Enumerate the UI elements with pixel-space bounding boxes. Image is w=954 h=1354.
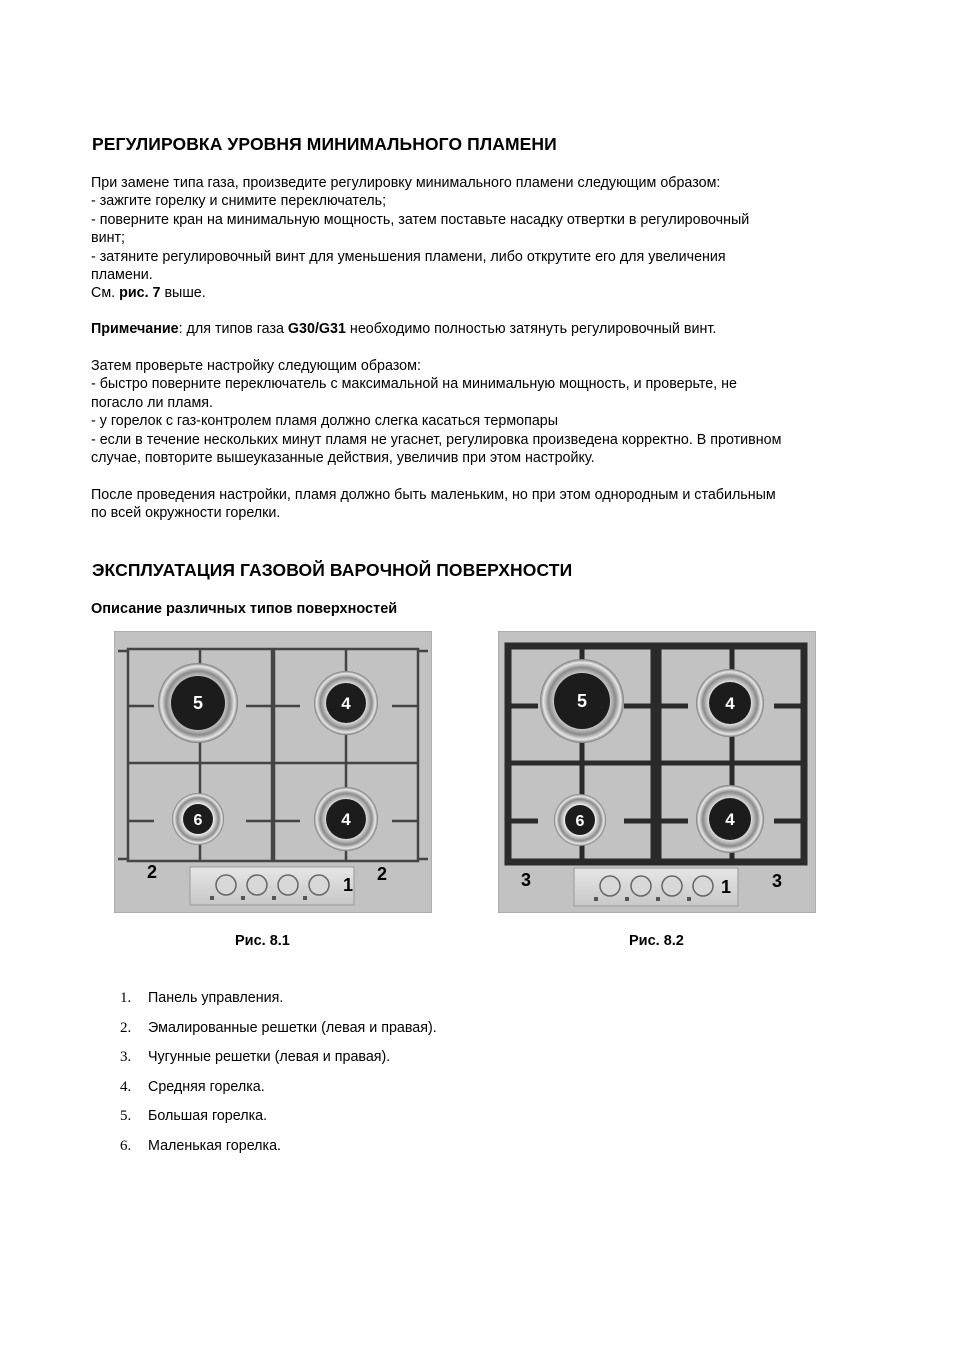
control-panel xyxy=(190,867,354,905)
text-line: погасло ли пламя. xyxy=(91,394,213,411)
callout-control-panel: 1 xyxy=(342,875,354,895)
burner-medium xyxy=(314,787,378,851)
callout-control-panel: 1 xyxy=(720,877,732,897)
section-title-operation: ЭКСПЛУАТАЦИЯ ГАЗОВОЙ ВАРОЧНОЙ ПОВЕРХНОСТИ xyxy=(92,560,573,580)
text-line: случае, повторите вышеуказанные действия, увеличив при этом настройку. xyxy=(91,450,595,467)
text-line: Затем проверьте настройку следующим образом: xyxy=(91,358,421,374)
text-line: - быстро поверните переключатель с максимальной на минимальную мощность, и проверьте, не xyxy=(91,376,737,393)
figure-reference: См. рис. 7 выше. xyxy=(91,285,206,302)
hob-cast-iron-grates-illustration xyxy=(498,631,816,913)
burner-large xyxy=(158,663,238,743)
text-line: - поверните кран на минимальную мощность, затем поставьте насадку отвертки в регулировочный xyxy=(91,211,750,228)
text-line: После проведения настройки, пламя должно быть маленьким, но при этом однородным и стабильным xyxy=(91,487,776,503)
section-subtitle: Описание различных типов поверхностей xyxy=(91,601,398,617)
text-line: - затяните регулировочный винт для уменьшения пламени, либо открутите его для увеличения xyxy=(91,248,726,265)
figure-8-1 xyxy=(114,631,432,913)
figure-caption-8-2: Рис. 8.2 xyxy=(629,933,684,949)
list-item: 1. Панель управления. xyxy=(120,990,284,1006)
control-panel xyxy=(574,868,738,906)
text-line: При замене типа газа, произведите регулировку минимального пламени следующим образом: xyxy=(91,175,721,191)
svg-text:6: 6 xyxy=(193,812,203,829)
text-line: по всей окружности горелки. xyxy=(91,505,281,522)
burner-medium xyxy=(696,785,764,853)
burner-medium xyxy=(314,671,378,735)
gas-type: G30/G31 xyxy=(287,321,346,337)
svg-text:5: 5 xyxy=(192,693,204,713)
min-flame-instructions xyxy=(91,174,881,303)
text-line: пламени. xyxy=(91,267,153,284)
svg-text:4: 4 xyxy=(725,810,735,829)
list-item: 2. Эмалированные решетки (левая и правая). xyxy=(120,1019,437,1036)
svg-text:5: 5 xyxy=(576,691,588,711)
burner-small xyxy=(554,794,606,846)
hob-enamel-grates-illustration xyxy=(114,631,432,913)
list-item: 4. Средняя горелка. xyxy=(120,1078,265,1095)
figure-caption-8-1: Рис. 8.1 xyxy=(235,933,290,949)
figure-8-2 xyxy=(498,631,816,913)
check-instructions xyxy=(91,357,881,467)
list-item: 6. Маленькая горелка. xyxy=(120,1137,282,1154)
burner-small xyxy=(172,793,224,845)
svg-text:4: 4 xyxy=(725,694,735,713)
list-item: 3. Чугунные решетки (левая и правая). xyxy=(120,1049,391,1065)
component-legend xyxy=(110,988,437,1165)
callout-grate-right: 2 xyxy=(376,864,388,884)
after-adjustment-text xyxy=(91,486,881,523)
svg-text:4: 4 xyxy=(341,694,351,713)
gas-type-note: Примечание: для типов газа G30/G31 необходимо полностью затянуть регулировочный винт. xyxy=(91,321,717,337)
section-title-min-flame: РЕГУЛИРОВКА УРОВНЯ МИНИМАЛЬНОГО ПЛАМЕНИ xyxy=(92,134,557,154)
callout-grate-right: 3 xyxy=(771,871,783,891)
text-line: - у горелок с газ-контролем пламя должно слегка касаться термопары xyxy=(91,413,559,430)
burner-medium xyxy=(696,669,764,737)
svg-text:4: 4 xyxy=(341,810,351,829)
burner-large xyxy=(540,659,624,743)
svg-text:6: 6 xyxy=(575,813,585,830)
text-line: - если в течение нескольких минут пламя не угаснет, регулировка произведена корректно. В противном xyxy=(91,431,782,448)
note-label: Примечание xyxy=(91,321,179,337)
callout-grate-left: 3 xyxy=(520,870,532,890)
list-item: 5. Большая горелка. xyxy=(120,1108,268,1124)
text-line: - зажгите горелку и снимите переключатель; xyxy=(91,193,387,210)
text-line: винт; xyxy=(91,230,125,247)
callout-grate-left: 2 xyxy=(146,862,158,882)
